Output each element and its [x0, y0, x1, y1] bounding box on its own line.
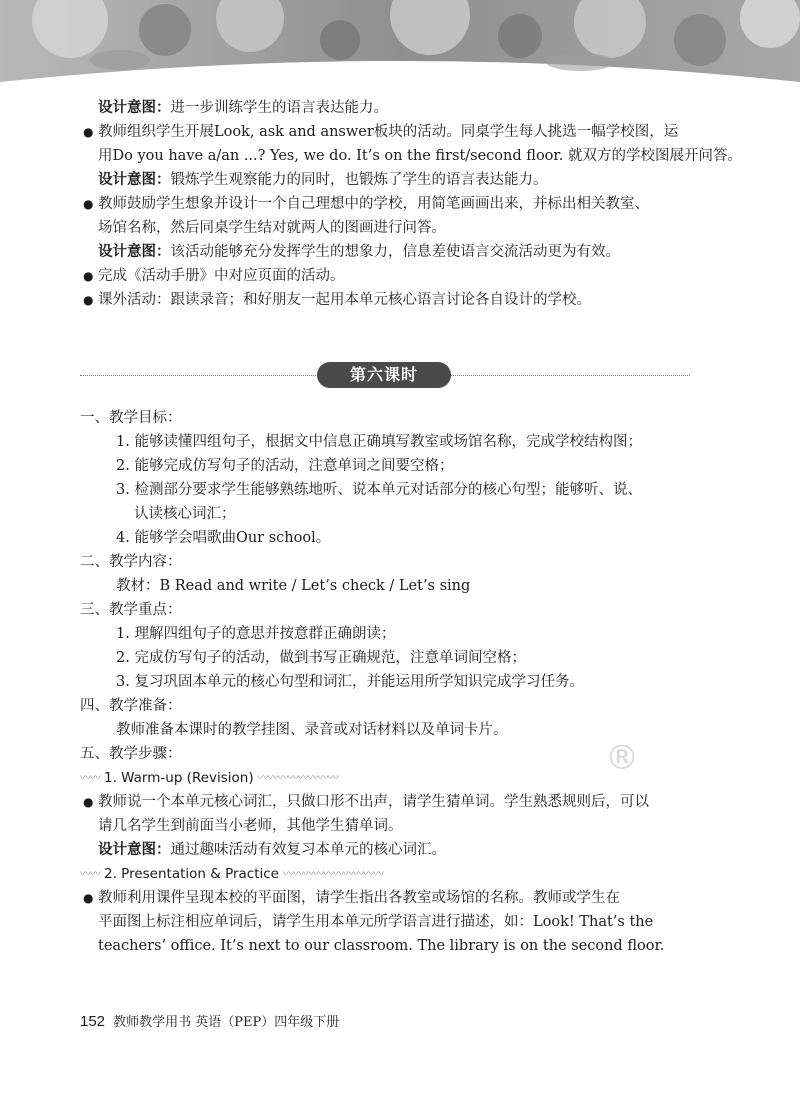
intent-label: 设计意图：: [98, 841, 171, 858]
intent-line-2: [80, 168, 720, 192]
intent-line-1: [80, 96, 720, 120]
intent-text: 通过趣味活动有效复习本单元的核心词汇。: [170, 842, 446, 858]
goal-item-3: 3. 检测部分要求学生能够熟练地听、说本单元对话部分的核心句型；能够听、说、: [116, 482, 642, 498]
intent-label: 设计意图：: [98, 99, 171, 116]
bullet-item: [80, 120, 720, 144]
goal-item-1: 1. 能够读懂四组句子，根据文中信息正确填写教室或场馆名称，完成学校结构图；: [116, 434, 642, 450]
focus-heading: 三、教学重点：: [80, 602, 182, 618]
wave-decoration-icon: 〰〰〰〰〰〰〰〰: [257, 771, 338, 784]
focus-item-3: 3. 复习巩固本单元的核心句型和词汇，并能运用所学知识完成学习任务。: [116, 674, 584, 690]
step-1-title: 1. Warm-up (Revision): [104, 770, 254, 786]
floral-banner-graphic: [0, 0, 800, 95]
intent-text: 进一步训练学生的语言表达能力。: [170, 100, 388, 116]
bullet-item: [80, 886, 720, 910]
bullet-continuation: 请几名学生到前面当小老师，其他学生猜单词。: [98, 818, 403, 834]
bullet-item: [80, 288, 720, 312]
bullet-dot-icon: ●: [83, 891, 94, 905]
goals-heading: 一、教学目标：: [80, 410, 182, 426]
bullet-dot-icon: ●: [83, 269, 94, 283]
goal-item-4: 4. 能够学会唱歌曲Our school。: [116, 530, 331, 546]
wave-decoration-icon: 〰〰: [80, 867, 100, 880]
bullet-continuation: 用Do you have a/an ...? Yes, we do. It’s on the first/second floor. 就双方的学校图展开问答。: [98, 148, 742, 164]
goal-item-3-continuation: 认读核心词汇；: [134, 506, 236, 522]
content-text: 教材：B Read and write / Let’s check / Let’s sing: [116, 578, 471, 594]
step-1-intent: [80, 838, 720, 862]
bullet-continuation: 场馆名称，然后同桌学生结对就两人的图画进行问答。: [98, 220, 446, 236]
bullet-dot-icon: ●: [83, 125, 94, 139]
bullet-dot-icon: ●: [83, 293, 94, 307]
intent-label: 设计意图：: [98, 243, 171, 260]
goal-item-2: 2. 能够完成仿写句子的活动，注意单词之间要空格；: [116, 458, 454, 474]
section-title: 第六课时: [317, 362, 451, 388]
steps-heading: 五、教学步骤：: [80, 746, 182, 762]
bullet-text: 教师鼓励学生想象并设计一个自己理想中的学校，用简笔画画出来，并标出相关教室、: [98, 196, 649, 212]
content-heading: 二、教学内容：: [80, 554, 182, 570]
prep-text: 教师准备本课时的教学挂图、录音或对话材料以及单词卡片。: [116, 722, 508, 738]
focus-item-2: 2. 完成仿写句子的活动，做到书写正确规范，注意单词间空格；: [116, 650, 526, 666]
page-number: 152: [80, 1013, 106, 1030]
page-footer: [80, 1011, 339, 1030]
bullet-text: 完成《活动手册》中对应页面的活动。: [98, 268, 345, 284]
lesson-body: [80, 406, 720, 958]
book-title: 教师教学用书 英语（PEP）四年级下册: [113, 1015, 340, 1030]
intent-text: 锻炼学生观察能力的同时，也锻炼了学生的语言表达能力。: [170, 172, 548, 188]
top-section: [80, 96, 742, 312]
step-2-title: 2. Presentation & Practice: [104, 866, 279, 882]
wave-decoration-icon: 〰〰〰〰〰〰〰〰〰〰: [283, 867, 383, 880]
bullet-item: [80, 264, 720, 288]
section-divider: [80, 362, 690, 390]
bullet-dot-icon: ●: [83, 197, 94, 211]
prep-heading: 四、教学准备：: [80, 698, 182, 714]
focus-item-1: 1. 理解四组句子的意思并按意群正确朗读；: [116, 626, 396, 642]
bullet-text: 教师利用课件呈现本校的平面图，请学生指出各教室或场馆的名称。教师或学生在: [98, 890, 620, 906]
bullet-text: 课外活动：跟读录音；和好朋友一起用本单元核心语言讨论各自设计的学校。: [98, 292, 591, 308]
wave-decoration-icon: 〰〰: [80, 771, 100, 784]
registered-mark-icon: ®: [605, 738, 639, 778]
bullet-dot-icon: ●: [83, 795, 94, 809]
intent-line-3: [80, 240, 720, 264]
intent-text: 该活动能够充分发挥学生的想象力，信息差使语言交流活动更为有效。: [170, 244, 620, 260]
bullet-continuation: 平面图上标注相应单词后，请学生用本单元所学语言进行描述，如：Look! That’s the: [98, 914, 654, 930]
bullet-item: [80, 192, 720, 216]
bullet-text: 教师说一个本单元核心词汇，只做口形不出声，请学生猜单词。学生熟悉规则后，可以: [98, 794, 649, 810]
header-banner: [0, 0, 800, 95]
bullet-continuation: teachers’ office. It’s next to our classroom. The library is on the second floor.: [98, 938, 665, 954]
intent-label: 设计意图：: [98, 171, 171, 188]
step-2-title-line: [80, 862, 720, 886]
bullet-text: 教师组织学生开展Look, ask and answer板块的活动。同桌学生每人挑选一幅学校图，运: [98, 124, 679, 140]
bullet-item: [80, 790, 720, 814]
